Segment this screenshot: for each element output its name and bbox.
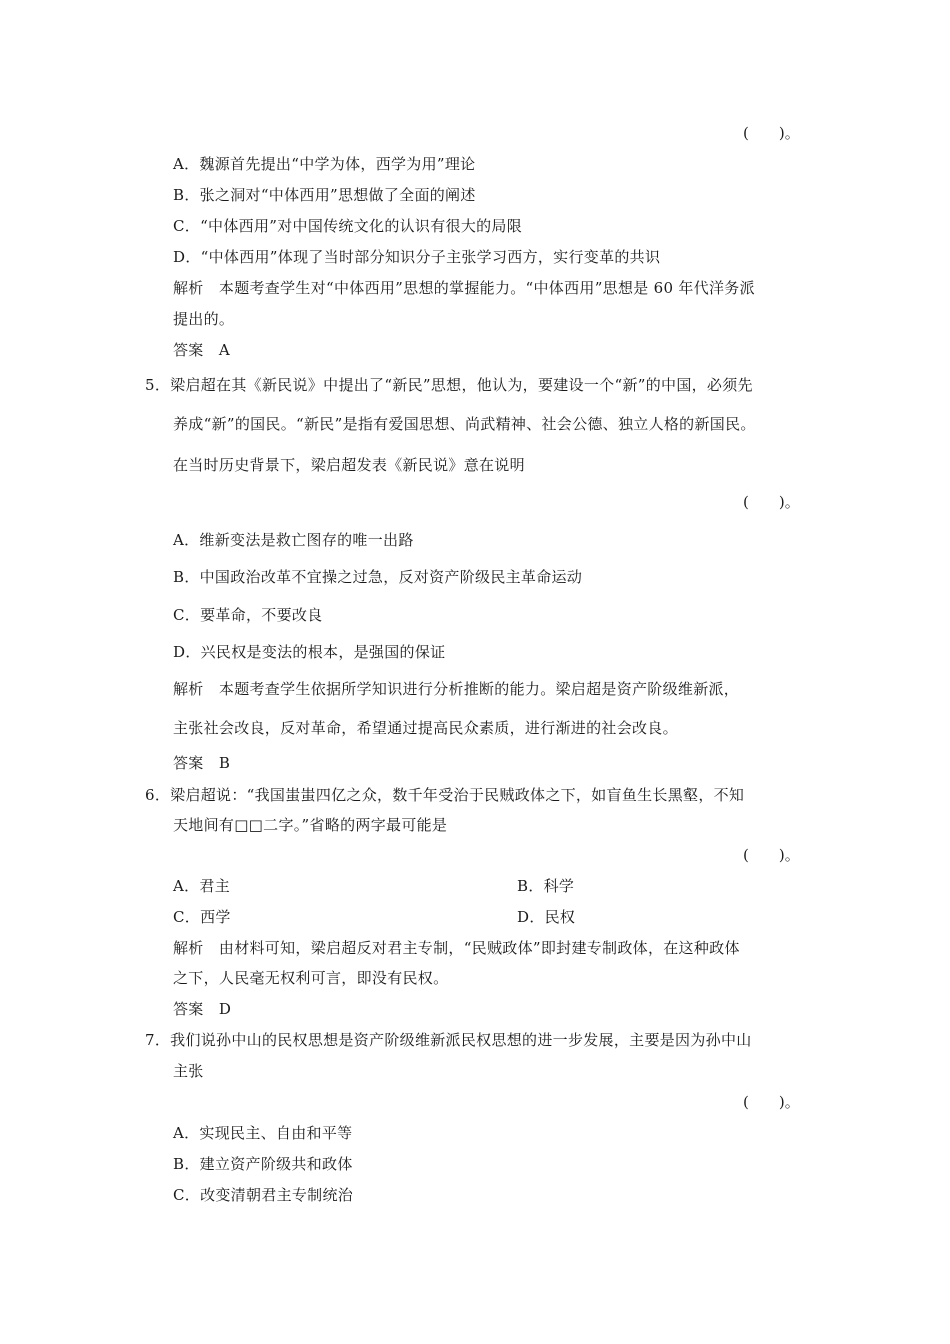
- option-a: A．君主: [173, 877, 231, 895]
- option-b: B．中国政治改革不宜操之过急，反对资产阶级民主革命运动: [173, 568, 583, 586]
- option-a: A．魏源首先提出“中学为体，西学为用”理论: [173, 155, 476, 173]
- question-stem: 天地间有□□二字。”省略的两字最可能是: [173, 816, 448, 834]
- option-c: C．改变清朝君主专制统治: [173, 1186, 354, 1204]
- question-stem: 主张: [173, 1062, 204, 1080]
- question-stem: 在当时历史背景下，梁启超发表《新民说》意在说明: [173, 456, 525, 474]
- option-d: D．兴民权是变法的根本，是强国的保证: [173, 643, 446, 661]
- answer-blank: ( )。: [743, 1093, 800, 1111]
- analysis-text: 解析 本题考查学生依据所学知识进行分析推断的能力。梁启超是资产阶级维新派，: [173, 680, 740, 698]
- answer-text: 答案 B: [173, 754, 231, 772]
- analysis-text: 解析 由材料可知，梁启超反对君主专制，“民贼政体”即封建专制政体，在这种政体: [173, 939, 740, 957]
- answer-text: 答案 D: [173, 1000, 232, 1018]
- question-stem: 养成“新”的国民。“新民”是指有爱国思想、尚武精神、社会公德、独立人格的新国民。: [173, 415, 756, 433]
- answer-blank: ( )。: [743, 124, 800, 142]
- option-c: C．西学: [173, 908, 231, 926]
- question-stem: 5．梁启超在其《新民说》中提出了“新民”思想，他认为，要建设一个“新”的中国，必须先: [145, 376, 753, 394]
- analysis-text: 主张社会改良，反对革命，希望通过提高民众素质，进行渐进的社会改良。: [173, 719, 678, 737]
- answer-blank: ( )。: [743, 846, 800, 864]
- option-b: B．建立资产阶级共和政体: [173, 1155, 353, 1173]
- option-b: B．科学: [517, 877, 575, 895]
- answer-blank: ( )。: [743, 493, 800, 511]
- option-a: A．实现民主、自由和平等: [173, 1124, 353, 1142]
- option-d: D．民权: [517, 908, 576, 926]
- option-b: B．张之洞对“中体西用”思想做了全面的阐述: [173, 186, 476, 204]
- analysis-text: 之下，人民毫无权利可言，即没有民权。: [173, 969, 449, 987]
- option-c: C．要革命，不要改良: [173, 606, 323, 624]
- analysis-text: 提出的。: [173, 310, 235, 328]
- option-a: A．维新变法是救亡图存的唯一出路: [173, 531, 414, 549]
- option-c: C．“中体西用”对中国传统文化的认识有很大的局限: [173, 217, 523, 235]
- option-d: D．“中体西用”体现了当时部分知识分子主张学习西方，实行变革的共识: [173, 248, 661, 266]
- analysis-text: 解析 本题考查学生对“中体西用”思想的掌握能力。“中体西用”思想是 60 年代洋务派: [173, 279, 755, 297]
- question-stem: 7．我们说孙中山的民权思想是资产阶级维新派民权思想的进一步发展，主要是因为孙中山: [145, 1031, 752, 1049]
- question-stem: 6．梁启超说：“我国蚩蚩四亿之众，数千年受治于民贼政体之下，如盲鱼生长黑壑，不知: [145, 786, 745, 804]
- answer-text: 答案 A: [173, 341, 231, 359]
